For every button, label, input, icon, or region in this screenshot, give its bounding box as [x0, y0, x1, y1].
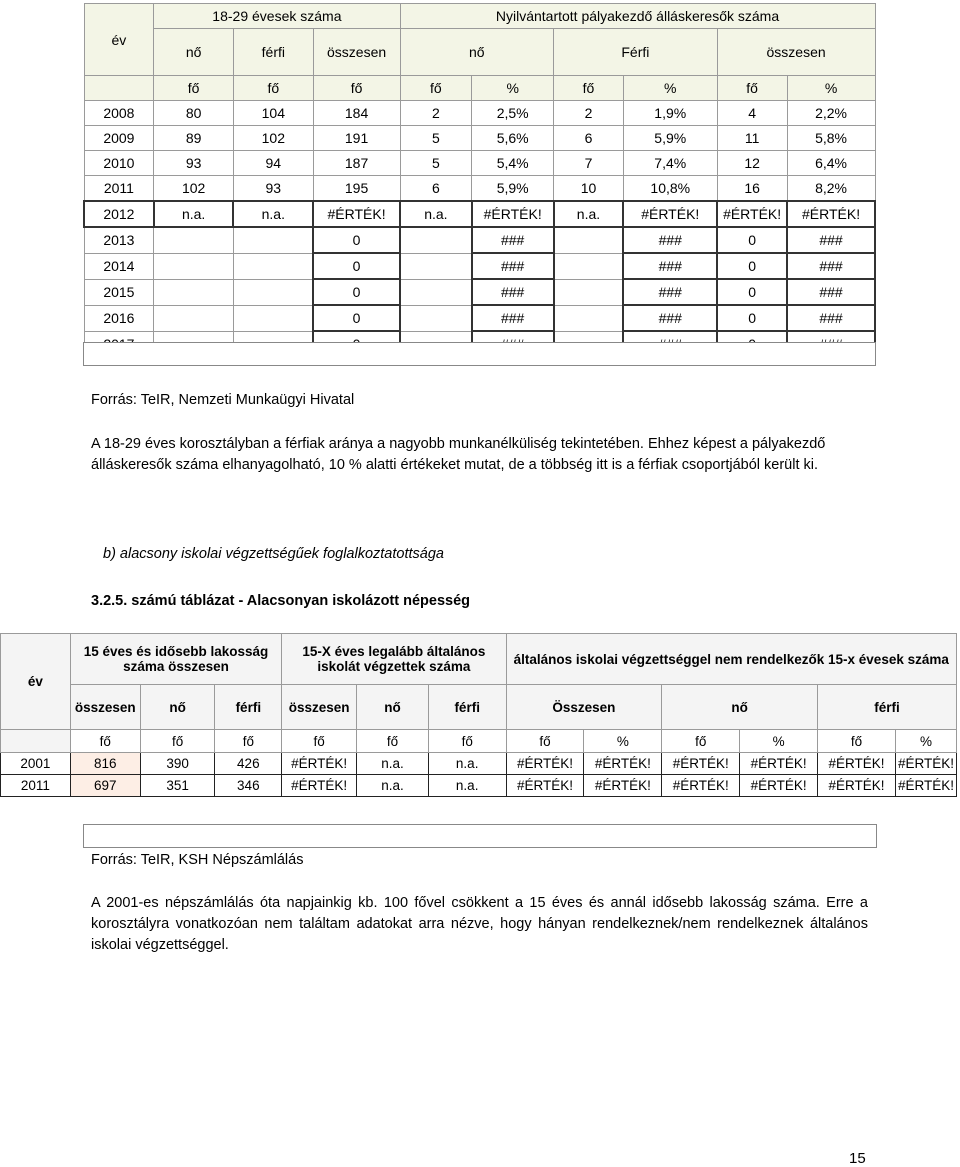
- table-cell: 11: [717, 126, 787, 151]
- table-cell: n.a.: [428, 775, 506, 797]
- table-cell: 5,9%: [472, 176, 554, 202]
- table-cell: [154, 279, 234, 305]
- table-row: [84, 253, 875, 279]
- col-header: Férfi: [554, 29, 718, 76]
- low-education-table: [0, 633, 957, 797]
- paragraph-2: A 2001-es népszámlálás óta napjainkig kb. 100 fővel csökkent a 15 éves és annál idősebb lakosság száma. Erre a korosztályra vonatkozóan nem találtam adatokat arra nézve, hogy hányan rendelkeznek/nem rendelkeznek általános iskolai végzettséggel.: [91, 895, 868, 953]
- table-cell: 93: [233, 176, 313, 202]
- table-row: [1, 753, 957, 775]
- table-cell: 7: [554, 151, 624, 176]
- col-header: nő: [140, 685, 215, 730]
- year-cell: 2013: [84, 227, 154, 253]
- unit-cell: fő: [357, 730, 429, 753]
- year-cell: 2011: [84, 176, 154, 202]
- table-row: [84, 176, 875, 202]
- table-cell: 0: [717, 227, 787, 253]
- empty-row-box: [83, 824, 877, 848]
- col-header: nő: [357, 685, 429, 730]
- table-cell: #ÉRTÉK!: [313, 201, 400, 227]
- table-cell: [554, 253, 624, 279]
- table-cell: 89: [154, 126, 234, 151]
- table-cell: #ÉRTÉK!: [740, 775, 818, 797]
- table-cell: [233, 305, 313, 331]
- year-cell: 2010: [84, 151, 154, 176]
- table-cell: 390: [140, 753, 215, 775]
- table-cell: [554, 305, 624, 331]
- table-cell: [400, 227, 472, 253]
- unit-cell: [84, 76, 154, 101]
- table-row: [1, 775, 957, 797]
- table-cell: 104: [233, 101, 313, 126]
- table-cell: ###: [787, 279, 875, 305]
- table-cell: 2: [554, 101, 624, 126]
- table-row: [84, 126, 875, 151]
- table-cell: 10: [554, 176, 624, 202]
- unit-cell: fő: [554, 76, 624, 101]
- col-header: nő: [662, 685, 818, 730]
- table-cell: 195: [313, 176, 400, 202]
- table-cell: n.a.: [400, 201, 472, 227]
- table-cell: 10,8%: [623, 176, 717, 202]
- table-cell: ###: [623, 305, 717, 331]
- table-cell: ###: [623, 279, 717, 305]
- col-header: összesen: [282, 685, 357, 730]
- table-cell: #ÉRTÉK!: [717, 201, 787, 227]
- table-cell: #ÉRTÉK!: [895, 753, 956, 775]
- table-cell: #ÉRTÉK!: [740, 753, 818, 775]
- unit-cell: fő: [313, 76, 400, 101]
- table-cell: 0: [313, 227, 400, 253]
- table-cell: 5,4%: [472, 151, 554, 176]
- group2-header: Nyilvántartott pályakezdő álláskeresők száma: [400, 4, 875, 29]
- source-note-2: Forrás: TeIR, KSH Népszámlálás: [91, 852, 304, 868]
- table-cell: 191: [313, 126, 400, 151]
- table-cell: 426: [215, 753, 282, 775]
- table-cell: 6: [554, 126, 624, 151]
- table-cell: n.a.: [233, 201, 313, 227]
- table-cell: 16: [717, 176, 787, 202]
- table-cell: #ÉRTÉK!: [584, 753, 662, 775]
- col-header: férfi: [428, 685, 506, 730]
- year-cell: 2014: [84, 253, 154, 279]
- table-cell: ###: [787, 305, 875, 331]
- unit-cell: fő: [70, 730, 140, 753]
- table-cell: n.a.: [428, 753, 506, 775]
- table-cell: 5,6%: [472, 126, 554, 151]
- unit-cell: fő: [233, 76, 313, 101]
- unit-cell: fő: [215, 730, 282, 753]
- table-cell: 1,9%: [623, 101, 717, 126]
- col-header: férfi: [818, 685, 957, 730]
- table-cell: 351: [140, 775, 215, 797]
- table-cell: #ÉRTÉK!: [584, 775, 662, 797]
- table-cell: [233, 279, 313, 305]
- table-cell: 80: [154, 101, 234, 126]
- table-cell: 4: [717, 101, 787, 126]
- table-cell: 0: [717, 253, 787, 279]
- group1-header: 18-29 évesek száma: [154, 4, 400, 29]
- col-header: nő: [154, 29, 234, 76]
- col-header: nő: [400, 29, 554, 76]
- table-cell: 6: [400, 176, 472, 202]
- table-row: [84, 201, 875, 227]
- table-cell: 93: [154, 151, 234, 176]
- year-cell: 2008: [84, 101, 154, 126]
- unit-cell: fő: [717, 76, 787, 101]
- table-cell: 94: [233, 151, 313, 176]
- unit-cell: fő: [506, 730, 584, 753]
- year-cell: 2011: [1, 775, 71, 797]
- col-header: összesen: [717, 29, 875, 76]
- table-cell: [154, 227, 234, 253]
- table-cell: ###: [472, 227, 554, 253]
- table-cell: #ÉRTÉK!: [895, 775, 956, 797]
- table-cell: 0: [313, 279, 400, 305]
- table-cell: n.a.: [357, 753, 429, 775]
- group1-header: 15 éves és idősebb lakosság száma összesen: [70, 634, 281, 685]
- table-row: [84, 227, 875, 253]
- table-cell: ###: [472, 253, 554, 279]
- group2-header: 15-X éves legalább általános iskolát végzettek száma: [282, 634, 506, 685]
- table-cell: 0: [717, 279, 787, 305]
- col-header: Összesen: [506, 685, 662, 730]
- table-cell: n.a.: [554, 201, 624, 227]
- unit-cell: fő: [818, 730, 896, 753]
- table-cell: 187: [313, 151, 400, 176]
- paragraph-1: A 18-29 éves korosztályban a férfiak aránya a nagyobb munkanélküliség tekintetében. Ehhez képest a pályakezdő álláskeresők száma elhanyagolható, 10 % alatti értékeket mutat, de a többség itt is a férfiak csoportjából került ki.: [91, 436, 826, 473]
- unit-cell: fő: [662, 730, 740, 753]
- year-cell: 2009: [84, 126, 154, 151]
- table-cell: [154, 305, 234, 331]
- table-cell: n.a.: [154, 201, 234, 227]
- table-cell: 102: [233, 126, 313, 151]
- table-cell: ###: [472, 279, 554, 305]
- unit-cell: %: [895, 730, 956, 753]
- table-cell: ###: [787, 227, 875, 253]
- table-cell: 2: [400, 101, 472, 126]
- table-cell: #ÉRTÉK!: [282, 753, 357, 775]
- table-cell: #ÉRTÉK!: [623, 201, 717, 227]
- group3-header: általános iskolai végzettséggel nem rendelkezők 15-x évesek száma: [506, 634, 956, 685]
- col-header: összesen: [70, 685, 140, 730]
- table-row: [84, 305, 875, 331]
- table-cell: 8,2%: [787, 176, 875, 202]
- table-cell: [233, 253, 313, 279]
- subheading-b: b) alacsony iskolai végzettségűek foglalkoztatottsága: [103, 546, 444, 562]
- unit-cell: fő: [154, 76, 234, 101]
- table-caption: 3.2.5. számú táblázat - Alacsonyan iskolázott népesség: [91, 593, 471, 609]
- unit-cell: fő: [428, 730, 506, 753]
- unit-cell: %: [472, 76, 554, 101]
- col-header: férfi: [215, 685, 282, 730]
- year-header: év: [84, 4, 154, 76]
- table-cell: [400, 279, 472, 305]
- col-header: összesen: [313, 29, 400, 76]
- unit-cell: %: [623, 76, 717, 101]
- table-cell: 346: [215, 775, 282, 797]
- unit-cell: %: [740, 730, 818, 753]
- table-cell: [400, 253, 472, 279]
- table-cell: #ÉRTÉK!: [818, 753, 896, 775]
- empty-row-box: [83, 342, 876, 366]
- year-cell: 2016: [84, 305, 154, 331]
- table-cell: 2,5%: [472, 101, 554, 126]
- table-cell: [400, 305, 472, 331]
- table-cell: 697: [70, 775, 140, 797]
- table-cell: 5: [400, 151, 472, 176]
- youth-jobseekers-table: [83, 3, 876, 358]
- table-cell: 5,9%: [623, 126, 717, 151]
- year-cell: 2012: [84, 201, 154, 227]
- source-note-1: Forrás: TeIR, Nemzeti Munkaügyi Hivatal: [91, 392, 355, 408]
- year-cell: 2015: [84, 279, 154, 305]
- table-cell: 5: [400, 126, 472, 151]
- table-cell: 5,8%: [787, 126, 875, 151]
- table-cell: ###: [472, 305, 554, 331]
- unit-cell: %: [787, 76, 875, 101]
- table-cell: 184: [313, 101, 400, 126]
- table-row: [84, 101, 875, 126]
- table-cell: 816: [70, 753, 140, 775]
- table-cell: 0: [717, 305, 787, 331]
- table-cell: #ÉRTÉK!: [787, 201, 875, 227]
- table-cell: #ÉRTÉK!: [662, 753, 740, 775]
- table-row: [84, 279, 875, 305]
- table-cell: [554, 227, 624, 253]
- table-cell: n.a.: [357, 775, 429, 797]
- table-cell: 7,4%: [623, 151, 717, 176]
- page-number: 15: [849, 1150, 866, 1167]
- year-header: év: [1, 634, 71, 730]
- table-row: [84, 151, 875, 176]
- col-header: férfi: [233, 29, 313, 76]
- table-cell: #ÉRTÉK!: [506, 775, 584, 797]
- table-cell: ###: [787, 253, 875, 279]
- year-cell: 2001: [1, 753, 71, 775]
- unit-cell: fő: [400, 76, 472, 101]
- table-cell: #ÉRTÉK!: [472, 201, 554, 227]
- table-cell: 6,4%: [787, 151, 875, 176]
- table-cell: [554, 279, 624, 305]
- unit-cell: fő: [140, 730, 215, 753]
- table-cell: 0: [313, 253, 400, 279]
- table-cell: 12: [717, 151, 787, 176]
- table-cell: 2,2%: [787, 101, 875, 126]
- table-cell: [233, 227, 313, 253]
- unit-cell: fő: [282, 730, 357, 753]
- table-cell: #ÉRTÉK!: [662, 775, 740, 797]
- table-cell: #ÉRTÉK!: [282, 775, 357, 797]
- table-cell: ###: [623, 253, 717, 279]
- table-cell: #ÉRTÉK!: [506, 753, 584, 775]
- table-cell: 102: [154, 176, 234, 202]
- table-cell: [154, 253, 234, 279]
- unit-cell: [1, 730, 71, 753]
- table-cell: 0: [313, 305, 400, 331]
- table-cell: ###: [623, 227, 717, 253]
- table-cell: #ÉRTÉK!: [818, 775, 896, 797]
- unit-cell: %: [584, 730, 662, 753]
